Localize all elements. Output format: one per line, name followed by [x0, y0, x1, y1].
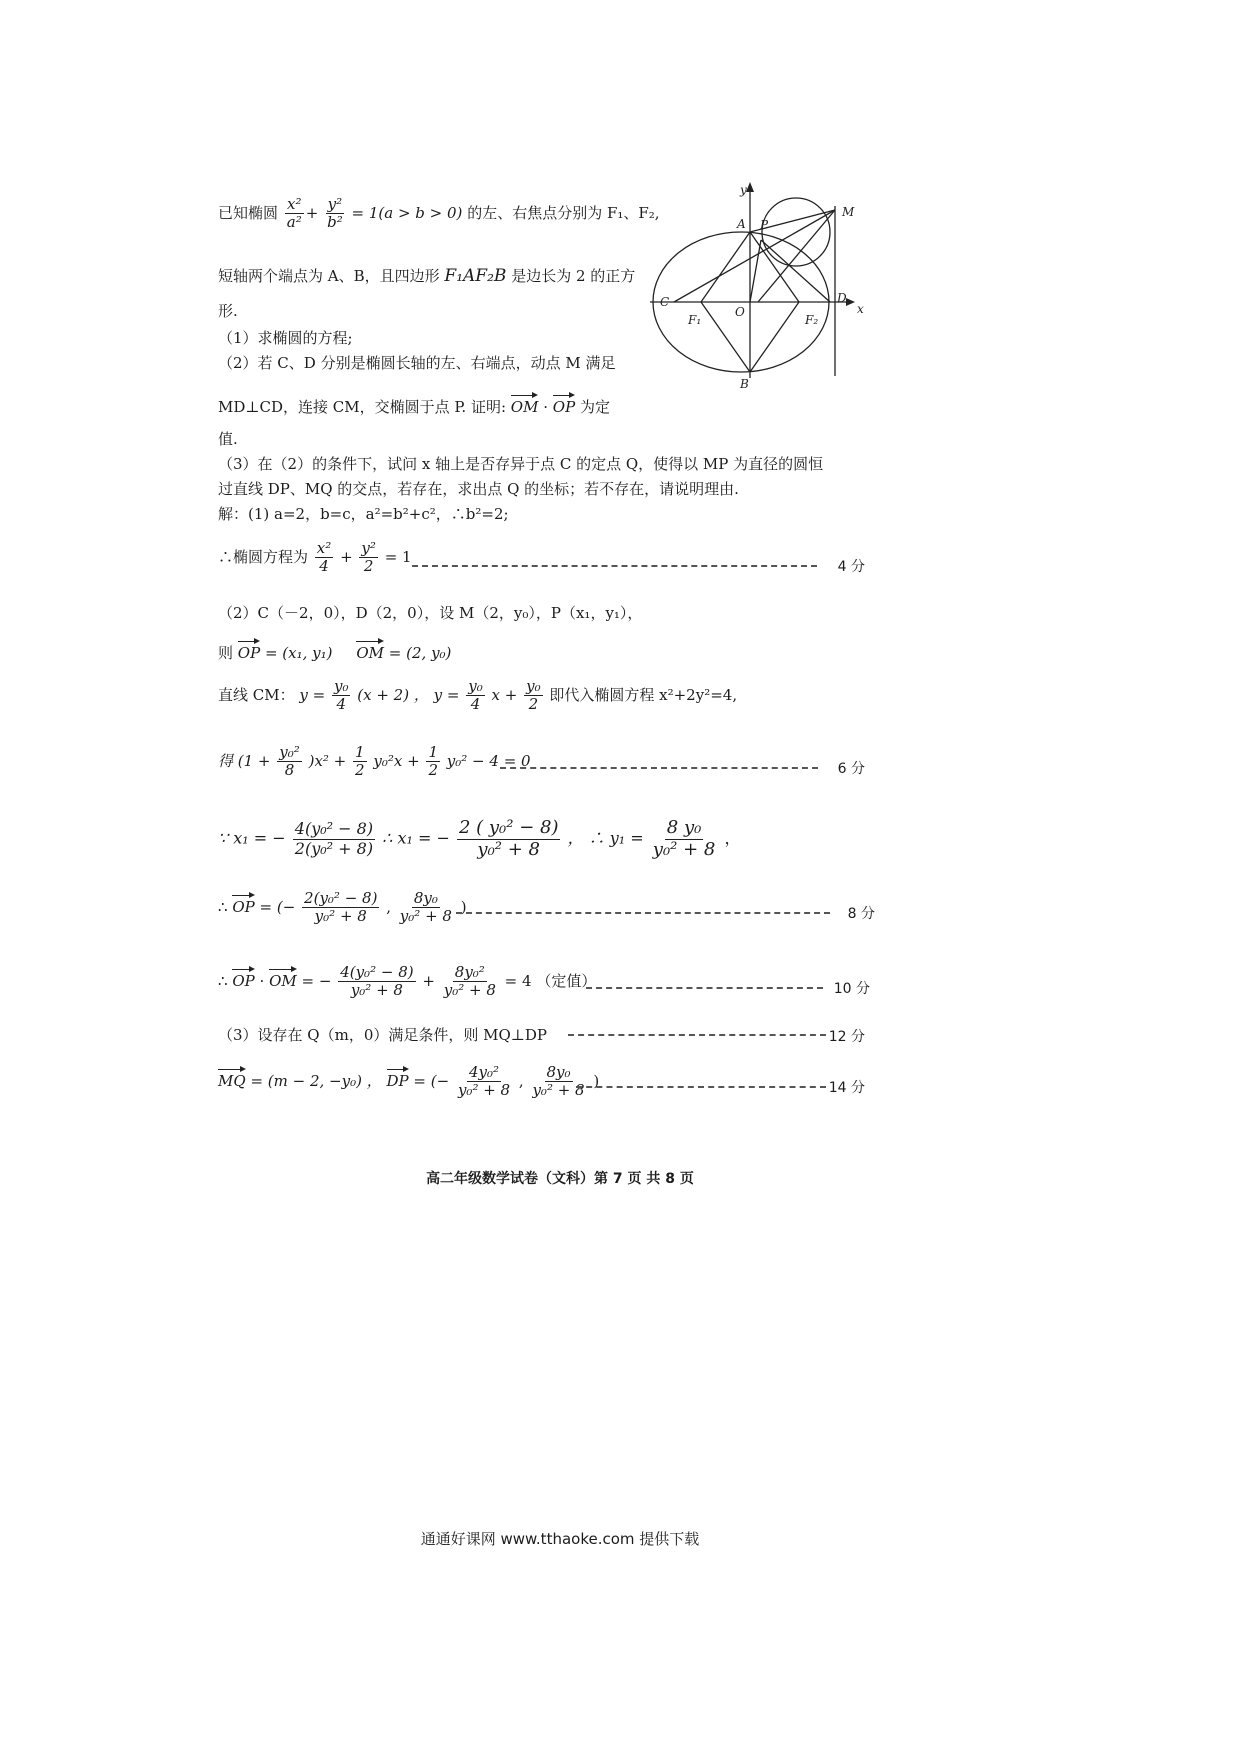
- points-leader: [456, 912, 830, 914]
- question-1: （1）求椭圆的方程;: [218, 329, 353, 347]
- solution-2: ∴椭圆方程为 $\frac{\text{x²}}{4}$ + $\frac{\text{y²}}{2}$ = 1: [218, 539, 412, 576]
- problem-line-3: 形.: [218, 302, 238, 320]
- label-b: B: [740, 377, 749, 390]
- solution-9: ∴ OP · OM = − $\frac{\text{4(y₀² − 8)}}{\text{y₀² + 8}}$ + $\frac{\text{8y₀²}}{\text{y₀² + 8}}$ = 4 （定值）: [218, 963, 597, 1000]
- label-d: D: [837, 291, 847, 305]
- solution-4: 则 OP = (x₁, y₁) OM = (2, y₀): [218, 640, 451, 662]
- question-2-line-3: 值.: [218, 430, 238, 448]
- line-cm: [674, 210, 835, 302]
- vector-op: OP: [553, 394, 575, 416]
- line-po: [750, 240, 761, 302]
- watermark-text: 通通好课网 www.tthaoke.com 提供下载: [420, 1530, 700, 1548]
- solution-7: ∵ x₁ = − $\frac{\text{4(y₀² − 8)}}{\text{2(y₀² + 8)}}$ ∴ x₁ = − $\frac{\text{2 ( y₀² − 8)}}{\text{y₀² + 8}}$ ， ∴ y₁ = $\frac{\text{8 y₀}}{\text{y₀² + 8}}$ ，: [218, 817, 741, 860]
- x-axis-arrow: [846, 298, 855, 306]
- line-mq: [758, 210, 835, 302]
- solution-5: 直线 CM： y = $\frac{\text{y₀}}{4}$ (x + 2) ， y = $\frac{\text{y₀}}{4}$ x + $\frac{\text{y₀}}{2}$ 即代入椭圆方程 x²+2y²=4,: [218, 677, 738, 714]
- y-axis-arrow: [746, 182, 754, 192]
- label-o: O: [735, 305, 745, 319]
- label-m: M: [842, 205, 855, 219]
- ellipse-y-fraction: $\frac{\text{y²}}{\text{b²}}$: [327, 195, 343, 232]
- points-8: 8 分: [847, 906, 875, 922]
- label-p: P: [760, 218, 769, 232]
- label-a: A: [737, 217, 746, 231]
- points-leader: [586, 987, 823, 989]
- label-c: C: [660, 295, 670, 309]
- problem-line-1: 已知椭圆 $\frac{\text{x²}}{\text{a²}}$ + $\frac{\text{y²}}{\text{b²}}$ = 1(a > b > 0) 的左、右焦点分别为 F₁、F₂,: [218, 195, 660, 232]
- page-footer: 高二年级数学试卷（文科）第 7 页 共 8 页: [426, 1171, 694, 1187]
- points-6: 6 分: [837, 761, 865, 777]
- solution-3: （2）C（－2，0），D（2，0），设 M（2，y₀），P（x₁，y₁），: [218, 604, 643, 622]
- label-f2: F₂: [805, 313, 819, 327]
- points-leader: [568, 1034, 826, 1036]
- points-4: 4 分: [837, 559, 865, 575]
- solution-10: （3）设存在 Q（m，0）满足条件，则 MQ⊥DP: [218, 1026, 548, 1044]
- vector-om: OM: [511, 394, 539, 416]
- solution-8: ∴ OP = (− $\frac{\text{2(y₀² − 8)}}{\text{y₀² + 8}}$ , $\frac{\text{8y₀}}{\text{y₀² + 8}}$ ): [218, 889, 467, 926]
- points-leader: [412, 565, 817, 567]
- label-x: x: [857, 302, 864, 316]
- label-y: y: [740, 183, 747, 197]
- ellipse-x-fraction: $\frac{\text{x²}}{\text{a²}}$: [286, 195, 302, 232]
- question-3-line-1: （3）在（2）的条件下，试问 x 轴上是否存异于点 C 的定点 Q，使得以 MP 为直径的圆恒: [218, 455, 824, 473]
- question-3-line-2: 过直线 DP、MQ 的交点，若存在，求出点 Q 的坐标；若不存在，请说明理由.: [218, 480, 739, 498]
- label-f1: F₁: [688, 313, 702, 327]
- points-leader: [576, 1086, 826, 1088]
- ellipse-figure: [650, 180, 870, 390]
- solution-1: 解：(1) a=2，b=c，a²=b²+c²，∴b²=2;: [218, 505, 509, 523]
- solution-6: 得 (1 + $\frac{\text{y₀²}}{8}$ )x² + $\frac{1}{2}$ y₀²x + $\frac{1}{2}$ y₀² − 4 = 0: [218, 743, 531, 780]
- points-leader: [500, 767, 818, 769]
- problem-line-2: 短轴两个端点为 A、B，且四边形 F₁AF₂B 是边长为 2 的正方: [218, 266, 636, 286]
- points-10: 10 分: [833, 981, 870, 997]
- question-2-line-1: （2）若 C、D 分别是椭圆长轴的左、右端点，动点 M 满足: [218, 354, 616, 372]
- points-12: 12 分: [828, 1029, 865, 1045]
- solution-11: MQ = (m − 2, −y₀) ， DP = (− $\frac{\text{4y₀²}}{\text{y₀² + 8}}$ , $\frac{\text{8y₀}}{\text{y₀² + 8}}$ ): [218, 1063, 600, 1100]
- question-2-line-2: MD⊥CD，连接 CM，交椭圆于点 P. 证明: OM · OP 为定: [218, 394, 610, 416]
- points-14: 14 分: [828, 1080, 865, 1096]
